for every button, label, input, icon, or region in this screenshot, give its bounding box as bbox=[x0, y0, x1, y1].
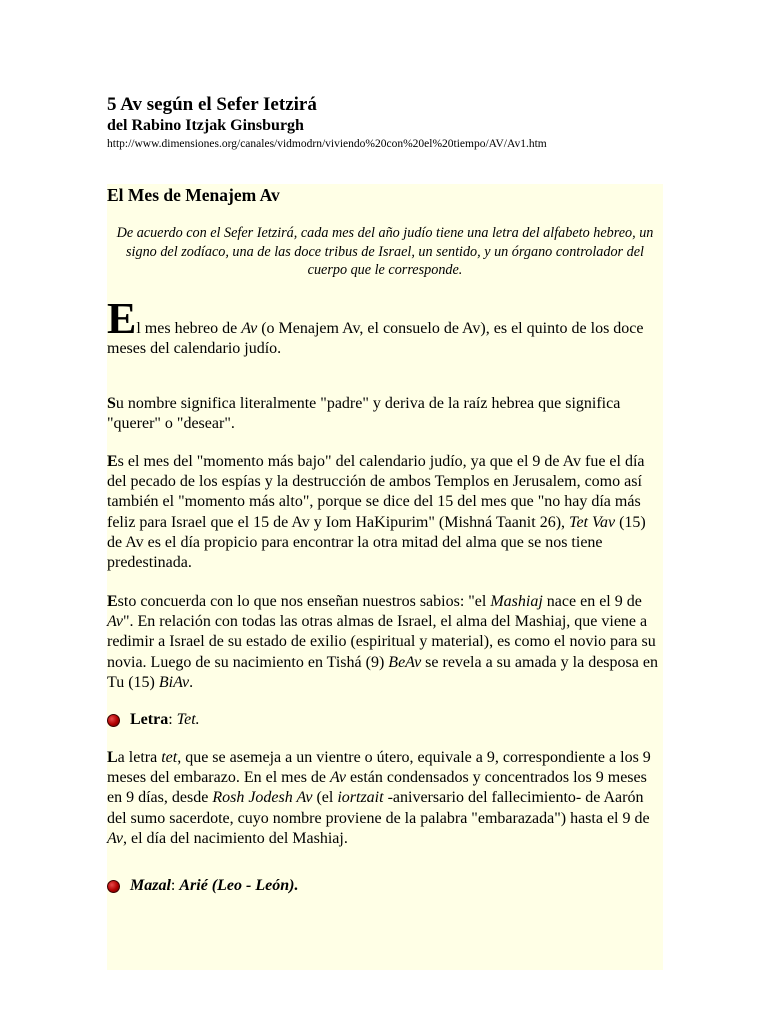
mazal-label: Mazal bbox=[130, 877, 171, 894]
red-bullet-icon bbox=[107, 714, 120, 727]
red-bullet-icon bbox=[107, 880, 120, 893]
letra-item: Letra : Tet. bbox=[107, 710, 200, 730]
source-url: http://www.dimensiones.org/canales/vidmodrn/viviendo%20con%20el%20tiempo/AV/Av1.htm bbox=[107, 138, 547, 150]
drop-cap: E bbox=[107, 294, 137, 343]
mazal-value: Arié (Leo - León). bbox=[179, 877, 299, 894]
paragraph-5: La letra tet, que se asemeja a un vientre o útero, equivale a 9, correspondiente a los 9 meses del embarazo. En el mes de Av están condensados y concentrados los 9 meses en 9 días, desde Rosh Jodesh Av (el iortzait -aniversario del fallecimiento- de Aarón del sumo sacerdote, cuyo nombre proviene de la palabra "embarazada") hasta el 9 de Av, el día del nacimiento del Mashiaj. bbox=[107, 749, 651, 847]
paragraph-4: Esto concuerda con lo que nos enseñan nuestros sabios: "el Mashiaj nace en el 9 de Av". En relación con todas las otras almas de Israel, el alma del Mashiaj, que viene a redimir a Israel de su estado de exilio (espiritual y material), es como el novio para su novia. Luego de su nacimiento en Tishá (9) BeAv se revela a su amada y la desposa en Tu (15) BiAv. bbox=[107, 593, 658, 691]
letra-value: Tet. bbox=[176, 711, 200, 728]
mazal-item: Mazal : Arié (Leo - León). bbox=[107, 876, 298, 896]
article-box bbox=[107, 184, 663, 970]
document-page bbox=[107, 94, 663, 894]
document-title: 5 Av según el Sefer Ietzirá bbox=[107, 94, 317, 115]
letra-label: Letra bbox=[130, 711, 169, 728]
section-heading: El Mes de Menajem Av bbox=[107, 185, 280, 205]
paragraph-2: Su nombre significa literalmente "padre" y deriva de la raíz hebrea que significa "querer" o "desear". bbox=[107, 395, 621, 433]
document-author: del Rabino Itzjak Ginsburgh bbox=[107, 117, 304, 134]
paragraph-3: Es el mes del "momento más bajo" del calendario judío, ya que el 9 de Av fue el día del pecado de los espías y la destrucción de ambos Templos en Jerusalem, como así también el "momento más alto", porque se dice del 15 del mes que "no hay día más feliz para Israel que el 15 de Av y Iom HaKipurim" (Mishná Taanit 26), Tet Vav (15) de Av es el día propicio para encontrar la otra mitad del alma que se nos tiene predestinada. bbox=[107, 453, 646, 572]
intro-paragraph: De acuerdo con el Sefer Ietzirá, cada mes del año judío tiene una letra del alfabeto hebreo, un signo del zodíaco, una de las doce tribus de Israel, un sentido, y un órgano controlador del cuerpo que le corresponde. bbox=[116, 225, 654, 278]
paragraph-1: El mes hebreo de Av (o Menajem Av, el consuelo de Av), es el quinto de los doce meses del calendario judío. bbox=[107, 294, 644, 358]
